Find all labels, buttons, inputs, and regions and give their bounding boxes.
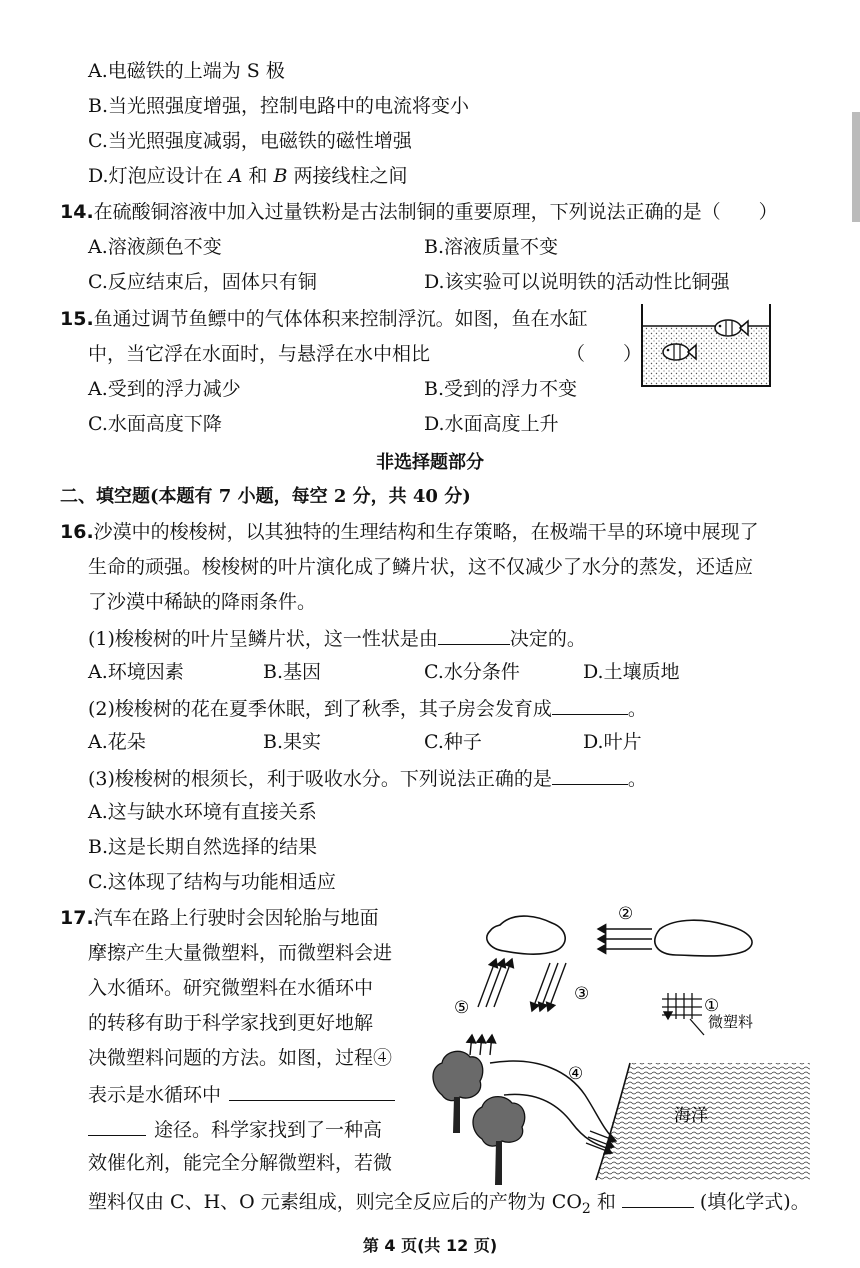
q16-sub3-option-b: B.这是长期自然选择的结果 <box>88 836 318 858</box>
q16-sub2 <box>88 694 647 722</box>
q16-sub3 <box>88 764 647 792</box>
q17-line9 <box>88 1187 810 1222</box>
label-process-4: ④ <box>568 1064 584 1084</box>
q15-option-c: C.水面高度下降 <box>88 413 222 435</box>
q14-option-d: D.该实验可以说明铁的活动性比铜强 <box>424 271 730 293</box>
label-microplastic: 微塑料 <box>708 1013 754 1031</box>
q17-text9-pre: 塑料仅由 C、H、O 元素组成，则完全反应后的产物为 CO <box>88 1191 582 1213</box>
q13-d-mid: 和 <box>242 165 274 187</box>
q17-text6: 表示是水循环中 <box>88 1084 222 1106</box>
q15-option-d: D.水面高度上升 <box>424 413 559 435</box>
q15-number: 15. <box>60 308 94 330</box>
q17-line8: 效催化剂，能完全分解微塑料，若微 <box>88 1152 393 1174</box>
q14-option-b: B.溶液质量不变 <box>424 236 559 258</box>
q16-sub2-option-a: A.花朵 <box>88 731 146 753</box>
q13-d-post: 两接线柱之间 <box>287 165 408 187</box>
water-cycle-diagram <box>420 895 810 1185</box>
cloud-right <box>655 920 752 956</box>
part2-heading: 二、填空题(本题有 7 小题，每空 2 分，共 40 分) <box>60 486 471 507</box>
q14-text: 在硫酸铜溶液中加入过量铁粉是古法制铜的重要原理，下列说法正确的是（ ） <box>93 201 778 223</box>
q16-sub3-post: 。 <box>627 768 647 790</box>
answer-blank[interactable] <box>229 1080 395 1101</box>
q13-d-A: A <box>228 165 243 187</box>
q16-sub1-option-a: A.环境因素 <box>88 661 184 683</box>
microplastic-grid-icon <box>662 993 702 1019</box>
q13-d-B: B <box>273 165 288 187</box>
fish-tank-figure <box>640 302 772 388</box>
q16-sub2-option-d: D.叶片 <box>583 731 642 753</box>
q17-line1 <box>60 905 379 931</box>
q14-number: 14. <box>60 201 94 223</box>
q17-text9-mid: 和 <box>590 1191 616 1213</box>
q17-line2: 摩擦产生大量微塑料，而微塑料会进 <box>88 942 393 964</box>
q13-option-a: A.电磁铁的上端为 S 极 <box>88 60 285 82</box>
q15-stem-line2: 中，当它浮在水面时，与悬浮在水中相比 <box>88 343 431 365</box>
scrollbar[interactable] <box>852 112 860 222</box>
q16-sub1-post: 决定的。 <box>509 628 586 650</box>
answer-blank[interactable] <box>438 624 510 645</box>
q16-sub1-option-b: B.基因 <box>263 661 322 683</box>
q16-sub2-option-b: B.果实 <box>263 731 322 753</box>
q16-line1 <box>60 519 759 545</box>
q17-line5: 决微塑料问题的方法。如图，过程④ <box>88 1047 393 1069</box>
q16-text1: 沙漠中的梭梭树，以其独特的生理结构和生存策略，在极端干旱的环境中展现了 <box>93 521 759 543</box>
label-process-1: ① <box>704 996 720 1016</box>
q13-option-c: C.当光照强度减弱，电磁铁的磁性增强 <box>88 130 412 152</box>
section-title: 非选择题部分 <box>376 452 484 473</box>
q13-option-d <box>88 163 407 189</box>
q13-option-b: B.当光照强度增强，控制电路中的电流将变小 <box>88 95 470 117</box>
page-footer: 第 4 页(共 12 页) <box>362 1236 498 1255</box>
q17-number: 17. <box>60 907 94 929</box>
q16-number: 16. <box>60 521 94 543</box>
q16-sub1-option-d: D.土壤质地 <box>583 661 680 683</box>
q16-sub2-option-c: C.种子 <box>424 731 482 753</box>
q17-line7 <box>88 1115 382 1143</box>
q14-option-a: A.溶液颜色不变 <box>88 236 222 258</box>
q17-co2-subscript: 2 <box>581 1200 591 1217</box>
answer-blank[interactable] <box>552 694 628 715</box>
answer-blank[interactable] <box>552 764 628 785</box>
q16-sub2-pre: (2)梭梭树的花在夏季休眠，到了秋季，其子房会发育成 <box>88 698 552 720</box>
q16-sub1-pre: (1)梭梭树的叶片呈鳞片状，这一性状是由 <box>88 628 438 650</box>
q15-option-b: B.受到的浮力不变 <box>424 378 578 400</box>
q13-d-pre: D.灯泡应设计在 <box>88 165 229 187</box>
q15-option-a: A.受到的浮力减少 <box>88 378 241 400</box>
q17-text7: 途径。科学家找到了一种高 <box>154 1119 383 1141</box>
tree-icon <box>473 1097 525 1185</box>
q14-option-c: C.反应结束后，固体只有铜 <box>88 271 317 293</box>
label-process-5: ⑤ <box>454 998 470 1018</box>
q15-stem-line1 <box>60 306 588 332</box>
label-process-2: ② <box>618 904 634 924</box>
q16-sub2-post: 。 <box>627 698 647 720</box>
answer-blank[interactable] <box>622 1187 694 1208</box>
q17-line6 <box>88 1080 395 1108</box>
q17-text9-post: (填化学式)。 <box>699 1191 810 1213</box>
q16-sub1-option-c: C.水分条件 <box>424 661 520 683</box>
q17-text1: 汽车在路上行驶时会因轮胎与地面 <box>93 907 379 929</box>
q16-line2: 生命的顽强。梭梭树的叶片演化成了鳞片状，这不仅减少了水分的蒸发，还适应 <box>88 556 754 578</box>
q14-stem <box>60 199 778 225</box>
cloud-left <box>487 916 565 954</box>
q15-text1: 鱼通过调节鱼鳔中的气体体积来控制浮沉。如图，鱼在水缸 <box>93 308 588 330</box>
q16-sub3-option-a: A.这与缺水环境有直接关系 <box>88 801 317 823</box>
q16-sub1 <box>88 624 586 652</box>
q16-line3: 了沙漠中稀缺的降雨条件。 <box>88 591 317 613</box>
q16-sub3-option-c: C.这体现了结构与功能相适应 <box>88 871 336 893</box>
label-process-3: ③ <box>574 984 590 1004</box>
q15-answer-paren: （ ） <box>566 343 643 365</box>
answer-blank[interactable] <box>88 1115 146 1136</box>
q17-line3: 入水循环。研究微塑料在水循环中 <box>88 977 374 999</box>
label-ocean: 海洋 <box>674 1106 708 1126</box>
q16-sub3-pre: (3)梭梭树的根须长，利于吸收水分。下列说法正确的是 <box>88 768 552 790</box>
q17-line4: 的转移有助于科学家找到更好地解 <box>88 1012 374 1034</box>
